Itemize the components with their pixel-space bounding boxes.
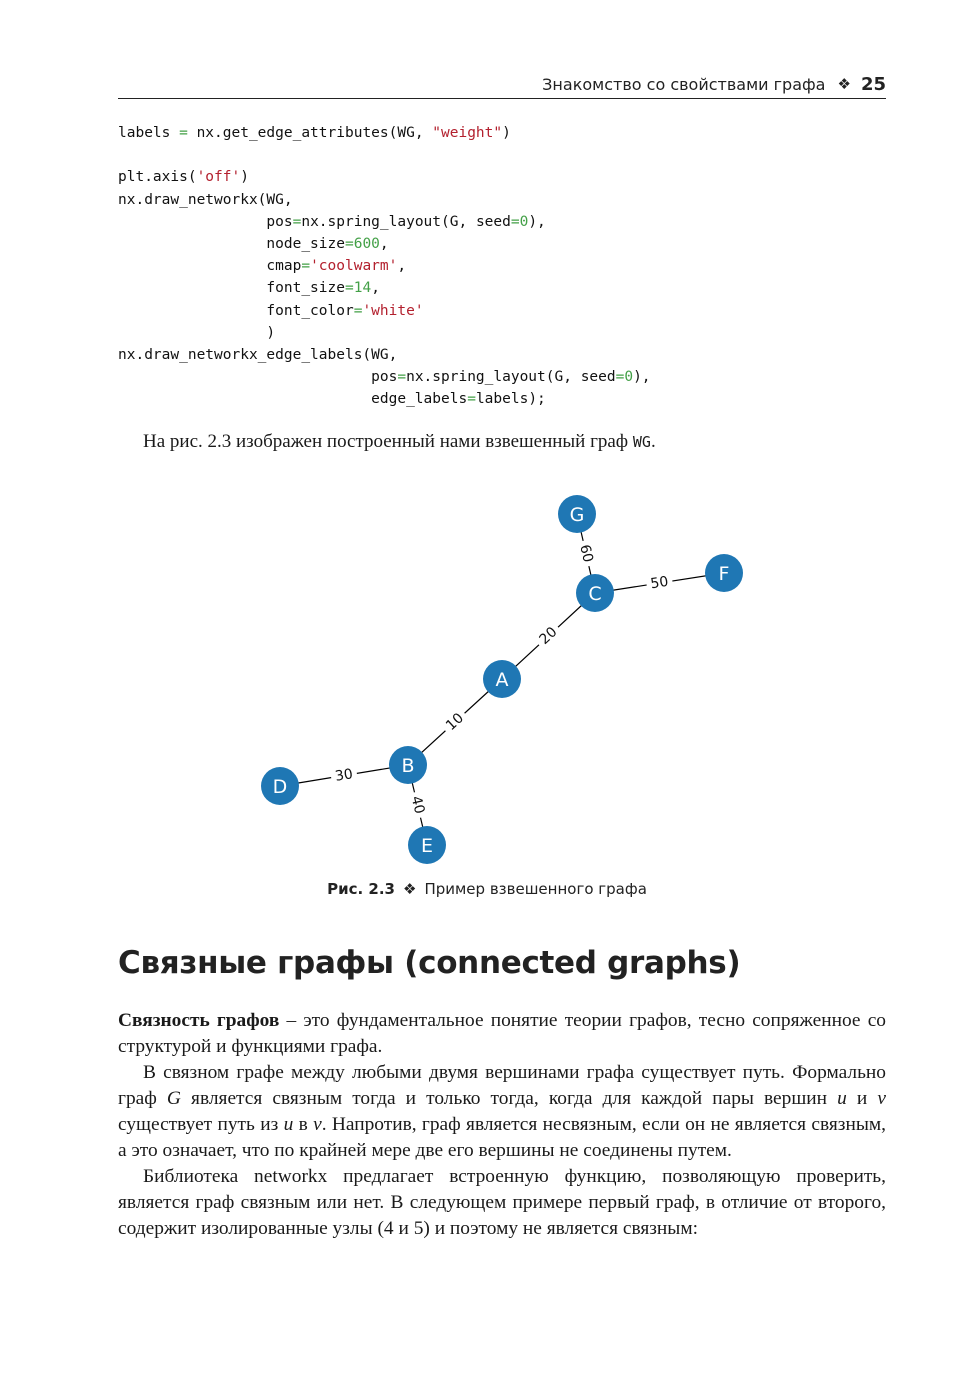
intro-code: WG — [632, 433, 651, 451]
code-token: = — [467, 391, 476, 408]
graph-node-label: D — [272, 776, 288, 798]
code-token: nx.get_edge_attributes(WG, — [187, 125, 433, 141]
code-token: cmap — [118, 258, 302, 275]
code-token: , — [397, 258, 407, 275]
code-token: 600 — [353, 235, 380, 252]
term-bold: Связность графов — [118, 1010, 280, 1031]
italic-variable: u — [837, 1088, 847, 1109]
code-token: node_size — [118, 235, 345, 252]
code-token: , — [379, 235, 389, 252]
code-token: pos — [118, 369, 398, 386]
code-token: font_size — [118, 280, 345, 297]
intro-text: На рис. 2.3 изображен построенный нами взвешенный граф — [143, 431, 633, 452]
code-token: labels); — [475, 391, 546, 408]
edge-weight-label: 30 — [333, 766, 355, 785]
code-token: edge_labels — [118, 391, 468, 408]
paragraph-3: Библиотека networkx предлагает встроенную функцию, позволяющую проверить, является граф связным или нет. В следующем примере первый граф, в отличие от второго, содержит изолированные узлы (4 и 5) и поэтому не является связным: — [118, 1166, 886, 1239]
edge-weight-label: 50 — [649, 573, 670, 593]
paragraph-2-text: и — [846, 1088, 878, 1109]
edge-weight-label: 10 — [443, 710, 467, 734]
body-text — [118, 1008, 886, 1242]
code-token: nx.draw_networkx_edge_labels(WG, — [118, 346, 398, 363]
edge-label-group — [645, 572, 673, 594]
code-token: pos — [118, 213, 293, 230]
italic-variable: v — [313, 1114, 322, 1135]
code-token: 0 — [519, 213, 529, 230]
code-token: ), — [528, 213, 546, 230]
code-token: = — [292, 213, 302, 230]
italic-variable: G — [166, 1088, 181, 1109]
code-token: ) — [240, 169, 249, 186]
paragraph-1 — [118, 1008, 886, 1060]
code-token: = — [510, 213, 520, 230]
code-token: = — [353, 302, 363, 319]
code-token: labels — [118, 125, 180, 141]
code-token: = — [179, 125, 188, 141]
code-token: nx.draw_networkx(WG, — [118, 191, 293, 208]
code-token: = — [397, 369, 407, 386]
paragraph-2-text: . Напротив, граф является несвязным, если он не является связным, а это означает, что по крайней мере две его вершины не соединены путем. — [118, 1114, 886, 1161]
code-token: font_color — [118, 302, 354, 319]
code-token: plt.axis( — [118, 169, 197, 186]
graph-node-label: G — [569, 504, 585, 526]
figure-caption — [0, 880, 974, 898]
code-token: ) — [118, 324, 276, 341]
code-token: = — [344, 280, 354, 297]
code-token: 'white' — [362, 302, 424, 319]
edge-weight-label: 60 — [576, 543, 596, 564]
edge-label-group — [574, 539, 597, 568]
edge-label-group — [406, 790, 430, 819]
italic-variable: v — [877, 1088, 887, 1109]
code-token: 0 — [624, 369, 634, 386]
caption-separator-icon: ❖ — [402, 880, 417, 898]
graph-node-label: F — [718, 563, 730, 585]
code-token: nx.spring_layout(G, seed — [406, 369, 616, 386]
header-separator-icon: ❖ — [837, 75, 851, 93]
code-token: = — [301, 258, 311, 275]
edge-weight-label: 40 — [407, 794, 428, 816]
paragraph-2-text: В связном графе между любыми двумя вершинами графа существует путь. Формально граф — [118, 1062, 886, 1109]
graph-node-label: B — [401, 755, 415, 777]
code-token: ), — [633, 369, 651, 386]
code-token: "weight" — [432, 125, 503, 141]
edge-weight-label: 20 — [536, 624, 561, 648]
intro-end: . — [650, 431, 656, 452]
code-token: 'coolwarm' — [310, 258, 398, 275]
code-token: 14 — [353, 280, 372, 297]
code-token: = — [344, 235, 354, 252]
paragraph-2 — [118, 1060, 886, 1164]
caption-text: Пример взвешенного графа — [424, 880, 647, 898]
paragraph-1-text: – это фундаментальное понятие теории графов, тесно сопряженное со структурой и функциями графа. — [118, 1010, 886, 1057]
caption-label: Рис. 2.3 — [327, 880, 395, 898]
paragraph-2-text: существует путь из — [118, 1114, 284, 1135]
paragraph-2-text: в — [293, 1114, 314, 1135]
edge-label-group — [330, 765, 359, 787]
code-token: ) — [502, 125, 511, 141]
code-token: , — [371, 280, 380, 297]
running-title: Знакомство со свойствами графа — [542, 74, 826, 94]
graph-node-label: E — [420, 835, 434, 857]
graph-node-label: A — [495, 669, 509, 691]
page-number: 25 — [860, 73, 886, 95]
section-title: Связные графы (connected graphs) — [118, 945, 741, 981]
graph-node-label: C — [588, 583, 602, 605]
code-token: 'off' — [196, 169, 241, 186]
paragraph-2-text: является связным тогда и только тогда, когда для каждой пары вершин — [180, 1088, 838, 1109]
code-token: = — [615, 369, 625, 386]
code-token: nx.spring_layout(G, seed — [301, 213, 511, 230]
italic-variable: u — [283, 1114, 294, 1135]
